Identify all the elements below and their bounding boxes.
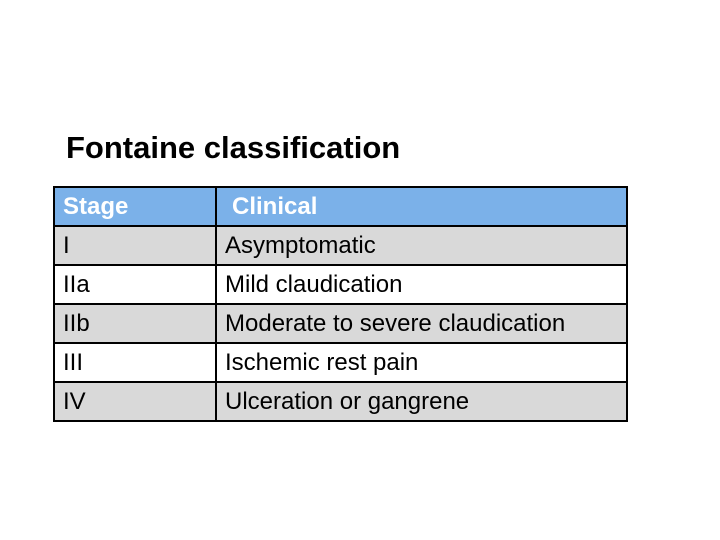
table-row xyxy=(54,226,627,265)
stage-cell: IV xyxy=(54,382,216,421)
clinical-cell: Ulceration or gangrene xyxy=(216,382,627,421)
stage-cell: I xyxy=(54,226,216,265)
stage-cell: III xyxy=(54,343,216,382)
clinical-cell: Asymptomatic xyxy=(216,226,627,265)
table-row xyxy=(54,382,627,421)
table-header-row xyxy=(54,187,627,226)
clinical-cell: Mild claudication xyxy=(216,265,627,304)
stage-cell: IIa xyxy=(54,265,216,304)
fontaine-classification-table xyxy=(53,186,628,422)
column-header-stage: Stage xyxy=(54,187,216,226)
table-row xyxy=(54,265,627,304)
column-header-clinical: Clinical xyxy=(216,187,627,226)
table-row xyxy=(54,304,627,343)
table-row xyxy=(54,343,627,382)
clinical-cell: Ischemic rest pain xyxy=(216,343,627,382)
stage-cell: IIb xyxy=(54,304,216,343)
clinical-cell: Moderate to severe claudication xyxy=(216,304,627,343)
page-title: Fontaine classification xyxy=(66,130,401,165)
